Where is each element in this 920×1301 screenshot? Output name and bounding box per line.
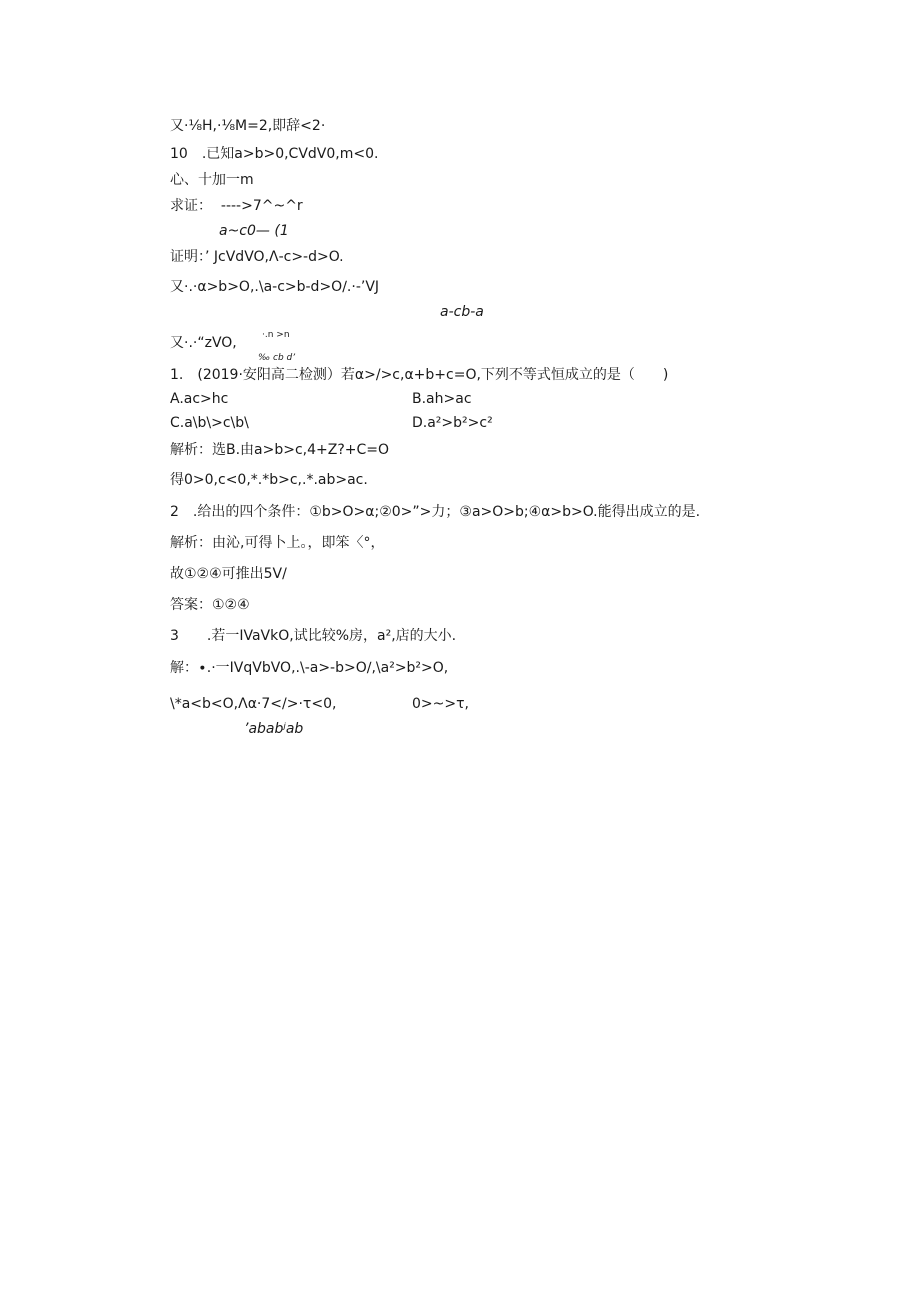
proof-line-2: 又·.·α>b>O,.\a-c>b-d>O∕.·-’VJ bbox=[170, 279, 380, 295]
question-1-option-b: B.ah>ac bbox=[412, 391, 472, 407]
question-1-option-d: D.a²>b²>c² bbox=[412, 415, 493, 431]
problem-10-denominator: a~c0— (1 bbox=[219, 223, 289, 239]
question-3-stem: 3 .若一IVaVkO,试比较%房，a²,店的大小. bbox=[170, 628, 457, 644]
question-3-solution-1: 解：∙.·一IVqVbVO,.\-a>-b>O∕,\a²>b²>O, bbox=[170, 660, 449, 676]
proof-line-3: 又·.·“zVO, bbox=[170, 335, 237, 351]
problem-10-expression: 心、十加一m bbox=[170, 172, 254, 188]
question-2-answer: 答案：①②④ bbox=[170, 597, 250, 613]
question-1-option-a: A.ac>hc bbox=[170, 391, 229, 407]
question-3-solution-2: \*a<b<O,Λα·7</>·τ<0, bbox=[170, 696, 337, 712]
question-1-solution-2: 得0>0,c<0,*.*b>c,.*.ab>ac. bbox=[170, 472, 368, 488]
question-2-solution-1: 解析：由沁,可得卜上。，即笨〈°， bbox=[170, 535, 385, 551]
question-2-solution-2: 故①②④可推出5V/ bbox=[170, 566, 287, 582]
proof-line-1: 证明：’ JcVdVO,Λ-c>-d>O. bbox=[170, 249, 344, 265]
problem-10-prove: 求证： ---->7^~^r bbox=[170, 198, 303, 214]
proof-fraction-upper: ·.n >n bbox=[262, 330, 290, 340]
proof-fraction-lower: ‰ cb d’ bbox=[258, 353, 296, 363]
problem-10-statement: 10 .已知a>b>0,CVdV0,m<0. bbox=[170, 146, 379, 162]
proof-fraction-denominator: a-cb-a bbox=[440, 304, 484, 320]
question-1-solution-1: 解析：选B.由a>b>c,4+Z?+C=O bbox=[170, 442, 390, 458]
text-line-1: 又·⅛H,·⅛M=2,即辞<2· bbox=[170, 118, 326, 134]
question-1-stem: 1. (2019·安阳高二检测）若α>/>c,α+b+c=O,下列不等式恒成立的是（ ) bbox=[170, 367, 669, 383]
question-1-option-c: C.a\b\>c\b\ bbox=[170, 415, 249, 431]
question-3-fractions: ’ababʲab bbox=[244, 721, 304, 737]
question-3-solution-2-right: 0>~>τ, bbox=[412, 696, 469, 712]
question-2-stem: 2 .给出的四个条件：①b>O>α;②0>”>力；③a>O>b;④α>b>O.能得出成立的是. bbox=[170, 504, 701, 520]
